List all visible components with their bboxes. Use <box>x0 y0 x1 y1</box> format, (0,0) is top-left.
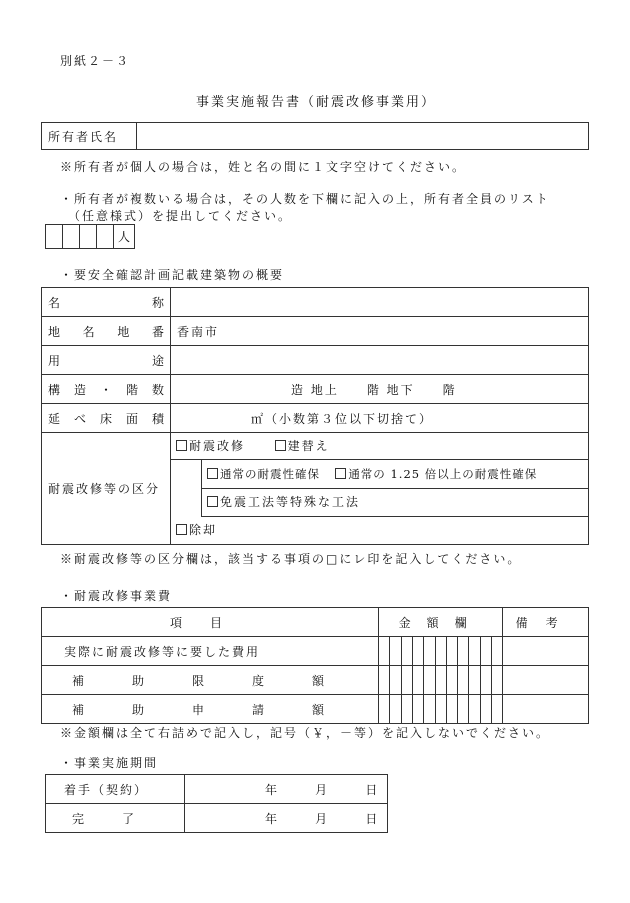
digit-cell[interactable] <box>469 695 480 724</box>
digit-cell[interactable] <box>446 666 457 695</box>
digit-cell[interactable] <box>491 637 502 666</box>
cost-row-label: 補助申請額 <box>42 695 379 724</box>
digit-cell[interactable] <box>390 666 401 695</box>
digit-cell[interactable] <box>424 666 435 695</box>
cost-row-label: 補助限度額 <box>42 666 379 695</box>
address-field[interactable]: 香南市 <box>171 317 589 346</box>
col-notes-header: 備考 <box>503 608 589 637</box>
use-field[interactable] <box>171 346 589 375</box>
year-label: 年 <box>265 811 278 826</box>
digit-cell[interactable] <box>379 695 390 724</box>
multiple-owners-note-1: ・所有者が複数いる場合は，その人数を下欄に記入の上，所有者全員のリスト <box>60 192 550 206</box>
multiple-owners-note-2: （任意様式）を提出してください。 <box>68 209 293 223</box>
option-1-25x: 通常の 1.25 倍以上の耐震性確保 <box>348 467 538 481</box>
period-end-label: 完了 <box>46 804 185 833</box>
digit-cell[interactable] <box>458 695 469 724</box>
people-unit: 人 <box>114 225 135 249</box>
digit-cell[interactable] <box>435 695 446 724</box>
option-isolation: 免震工法等特殊な工法 <box>220 495 361 509</box>
structure-field[interactable]: 造 地上 階 地下 階 <box>171 375 589 404</box>
digit-cell[interactable] <box>401 666 412 695</box>
amount-note: ※金額欄は全て右詰めで記入し，記号（￥，－等）を記入しないでください。 <box>60 726 551 740</box>
owner-name-field[interactable] <box>137 123 589 150</box>
digit-cell[interactable] <box>412 695 423 724</box>
digit-cell[interactable] <box>491 666 502 695</box>
col-amount-header: 金額欄 <box>379 608 503 637</box>
digit-cell[interactable] <box>379 666 390 695</box>
period-start-label: 着手（契約） <box>46 775 185 804</box>
digit-cell[interactable] <box>401 637 412 666</box>
cost-heading: ・耐震改修事業費 <box>60 589 173 603</box>
digit-cell[interactable] <box>469 637 480 666</box>
month-label: 月 <box>315 811 328 826</box>
owner-count-boxes <box>45 224 135 249</box>
col-item-header: 項目 <box>42 608 379 637</box>
option-removal: 除却 <box>189 523 218 537</box>
count-digit-box[interactable] <box>97 225 114 249</box>
digit-cell[interactable] <box>390 637 401 666</box>
count-digit-box[interactable] <box>63 225 80 249</box>
page-title: 事業実施報告書（耐震改修事業用） <box>196 95 437 110</box>
digit-cell[interactable] <box>458 637 469 666</box>
day-label: 日 <box>365 782 378 797</box>
period-table <box>45 774 388 833</box>
option-retrofit: 耐震改修 <box>189 439 246 453</box>
cost-row-label: 実際に耐震改修等に要した費用 <box>42 637 379 666</box>
digit-cell[interactable] <box>480 695 491 724</box>
owner-space-note: ※所有者が個人の場合は，姓と名の間に１文字空けてください。 <box>60 160 467 174</box>
notes-cell[interactable] <box>503 637 589 666</box>
floor-area-field[interactable]: ㎡（小数第３位以下切捨て） <box>171 404 589 433</box>
digit-cell[interactable] <box>390 695 401 724</box>
notes-cell[interactable] <box>503 666 589 695</box>
name-field[interactable] <box>171 288 589 317</box>
checkbox-normal[interactable] <box>207 468 218 479</box>
digit-cell[interactable] <box>424 695 435 724</box>
owner-name-label: 所有者氏名 <box>42 123 137 150</box>
digit-cell[interactable] <box>412 637 423 666</box>
checkbox-1-25x[interactable] <box>335 468 346 479</box>
notes-cell[interactable] <box>503 695 589 724</box>
period-start-date[interactable] <box>185 775 388 804</box>
address-label: 地名地番 <box>48 324 164 339</box>
name-label: 名称 <box>48 295 164 310</box>
digit-cell[interactable] <box>435 637 446 666</box>
digit-cell[interactable] <box>480 637 491 666</box>
day-label: 日 <box>365 811 378 826</box>
checkbox-isolation[interactable] <box>207 496 218 507</box>
option-normal: 通常の耐震性確保 <box>220 467 320 481</box>
structure-label: 構造・階数 <box>48 382 164 397</box>
owner-table <box>41 122 589 150</box>
count-digit-box[interactable] <box>46 225 63 249</box>
building-heading: ・要安全確認計画記載建築物の概要 <box>60 268 285 282</box>
digit-cell[interactable] <box>435 666 446 695</box>
count-digit-box[interactable] <box>80 225 97 249</box>
digit-cell[interactable] <box>446 637 457 666</box>
digit-cell[interactable] <box>401 695 412 724</box>
category-label: 耐震改修等の区分 <box>42 433 171 545</box>
building-table <box>41 287 589 545</box>
digit-cell[interactable] <box>469 666 480 695</box>
floor-area-label: 延べ床面積 <box>48 411 164 426</box>
digit-cell[interactable] <box>446 695 457 724</box>
attachment-label: 別紙２－３ <box>60 54 131 68</box>
digit-cell[interactable] <box>412 666 423 695</box>
month-label: 月 <box>315 782 328 797</box>
period-end-date[interactable] <box>185 804 388 833</box>
digit-cell[interactable] <box>491 695 502 724</box>
checkbox-retrofit[interactable] <box>176 440 187 451</box>
use-label: 用途 <box>48 353 164 368</box>
category-note: ※耐震改修等の区分欄は，該当する事項の□にレ印を記入してください。 <box>60 552 522 566</box>
checkbox-rebuild[interactable] <box>275 440 286 451</box>
digit-cell[interactable] <box>424 637 435 666</box>
digit-cell[interactable] <box>458 666 469 695</box>
digit-cell[interactable] <box>480 666 491 695</box>
option-rebuild: 建替え <box>287 439 330 453</box>
checkbox-removal[interactable] <box>176 524 187 535</box>
cost-table <box>41 607 589 724</box>
year-label: 年 <box>265 782 278 797</box>
period-heading: ・事業実施期間 <box>60 756 159 770</box>
digit-cell[interactable] <box>379 637 390 666</box>
